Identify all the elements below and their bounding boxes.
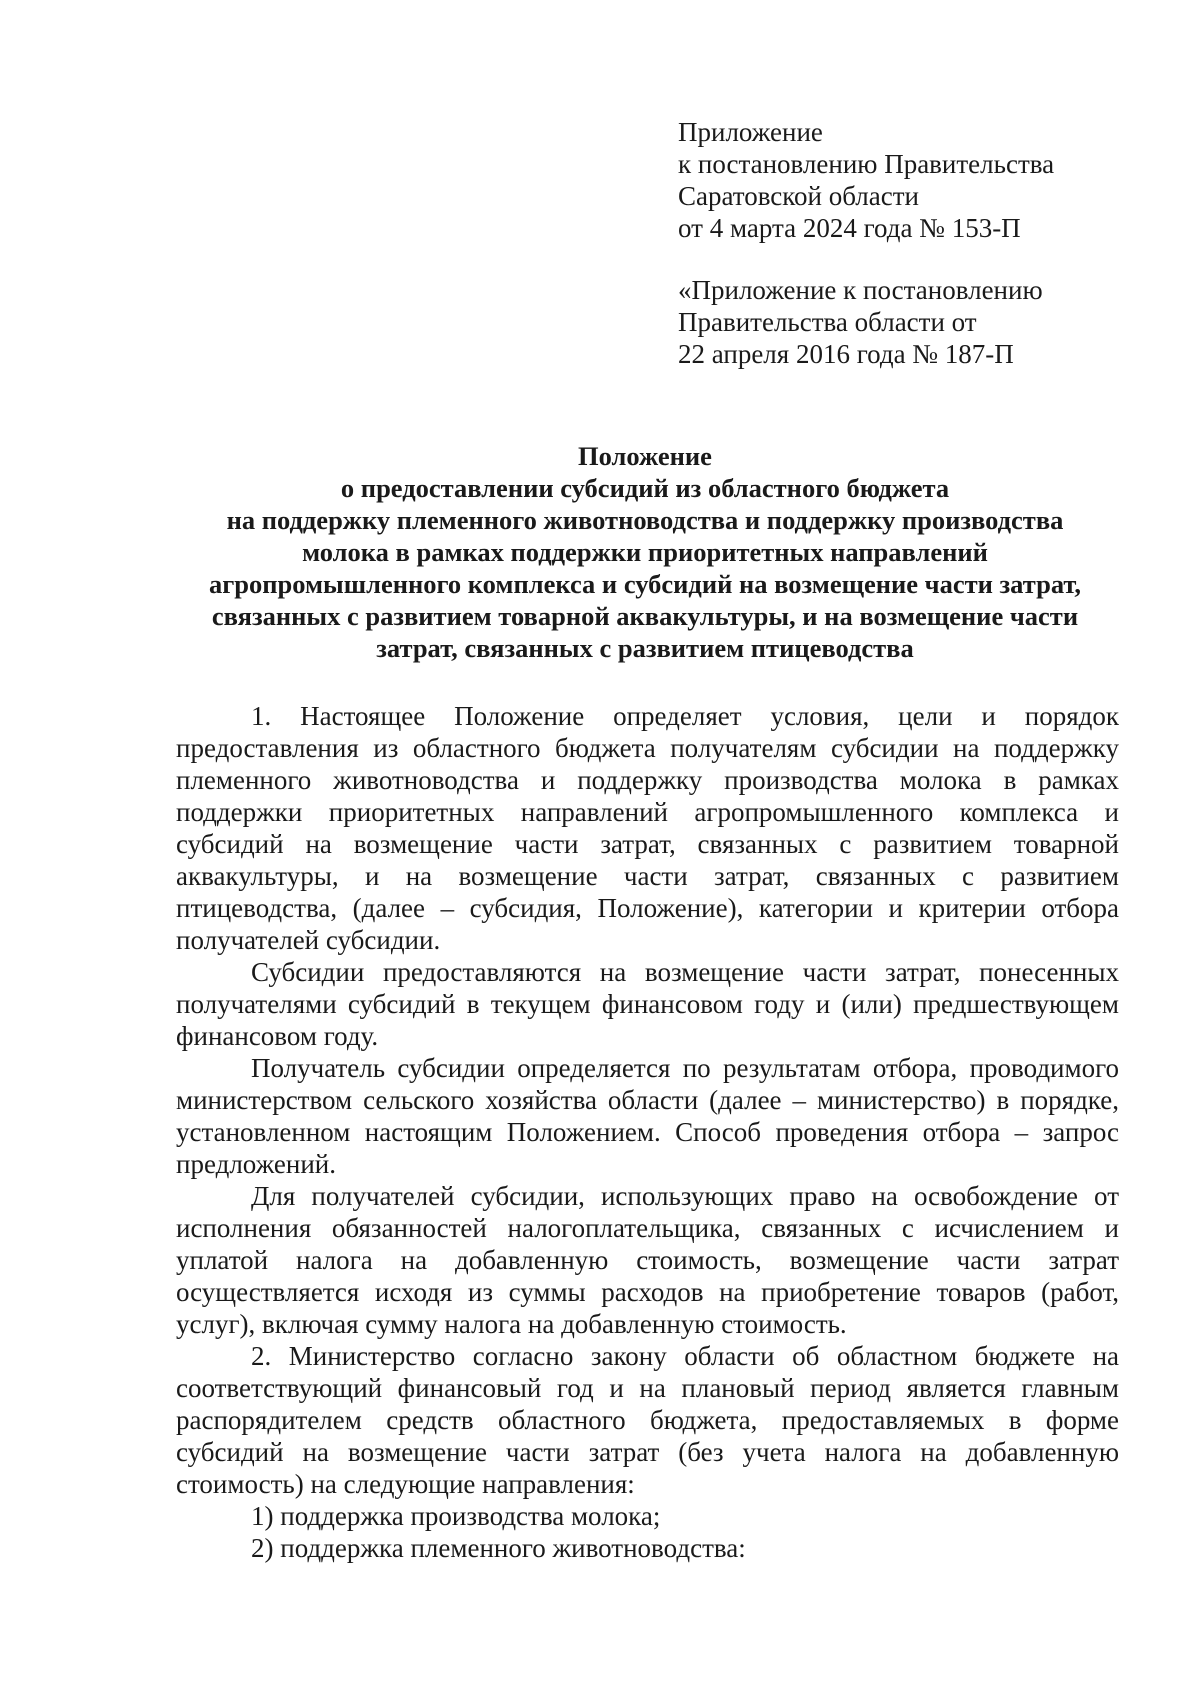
document-title: [150, 440, 1140, 664]
title-line: молока в рамках поддержки приоритетных направлений: [302, 537, 988, 567]
paragraph: Субсидии предоставляются на возмещение части затрат, понесенных получателями субсидий в текущем финансовом году и (или) предшествующем финансовом году.: [176, 957, 1119, 1051]
appendix-line: Саратовской области: [678, 181, 919, 211]
list-item: 2) поддержка племенного животноводства:: [251, 1533, 746, 1563]
paragraph: Получатель субсидии определяется по результатам отбора, проводимого министерством сельского хозяйства области (далее – министерство) в порядке, установленном настоящим Положением. Способ проведения отбора – запрос предложений.: [176, 1053, 1119, 1179]
title-line: Положение: [578, 441, 712, 471]
prev-appendix-line: Правительства области от: [678, 307, 977, 337]
paragraph: 1. Настоящее Положение определяет условия, цели и порядок предоставления из областного бюджета получателям субсидии на поддержку племенного животноводства и поддержку производства молока в рамках поддержки приоритетных направлений агропромышленного комплекса и субсидий на возмещение части затрат, связанных с развитием товарной аквакультуры, и на возмещение части затрат, связанных с развитием птицеводства, (далее – субсидия, Положение), категории и критерии отбора получателей субсидии.: [176, 701, 1119, 955]
paragraph: Для получателей субсидии, использующих право на освобождение от исполнения обязанностей налогоплательщика, связанных с исчислением и уплатой налога на добавленную стоимость, возмещение части затрат осуществляется исходя из суммы расходов на приобретение товаров (работ, услуг), включая сумму налога на добавленную стоимость.: [176, 1181, 1119, 1339]
title-line: на поддержку племенного животноводства и поддержку производства: [226, 505, 1064, 535]
appendix-line: от 4 марта 2024 года № 153-П: [678, 213, 1021, 243]
appendix-gap: [678, 244, 1054, 274]
list-item: 1) поддержка производства молока;: [251, 1501, 661, 1531]
document-body: [176, 700, 1119, 1564]
title-line: агропромышленного комплекса и субсидий на возмещение части затрат,: [208, 569, 1082, 599]
appendix-line: к постановлению Правительства: [678, 149, 1055, 179]
prev-appendix-line: «Приложение к постановлению: [678, 275, 1043, 305]
appendix-block: [678, 116, 1054, 370]
prev-appendix-line: 22 апреля 2016 года № 187-П: [678, 339, 1014, 369]
appendix-line: Приложение: [678, 117, 823, 147]
title-line: связанных с развитием товарной аквакультуры, и на возмещение части: [211, 601, 1079, 631]
paragraph: 2. Министерство согласно закону области об областном бюджете на соответствующий финансовый год и на плановый период является главным распорядителем средств областного бюджета, предоставляемых в форме субсидий на возмещение части затрат (без учета налога на добавленную стоимость) на следующие направления:: [176, 1341, 1119, 1499]
title-line: затрат, связанных с развитием птицеводства: [376, 633, 914, 663]
title-line: о предоставлении субсидий из областного бюджета: [340, 473, 950, 503]
